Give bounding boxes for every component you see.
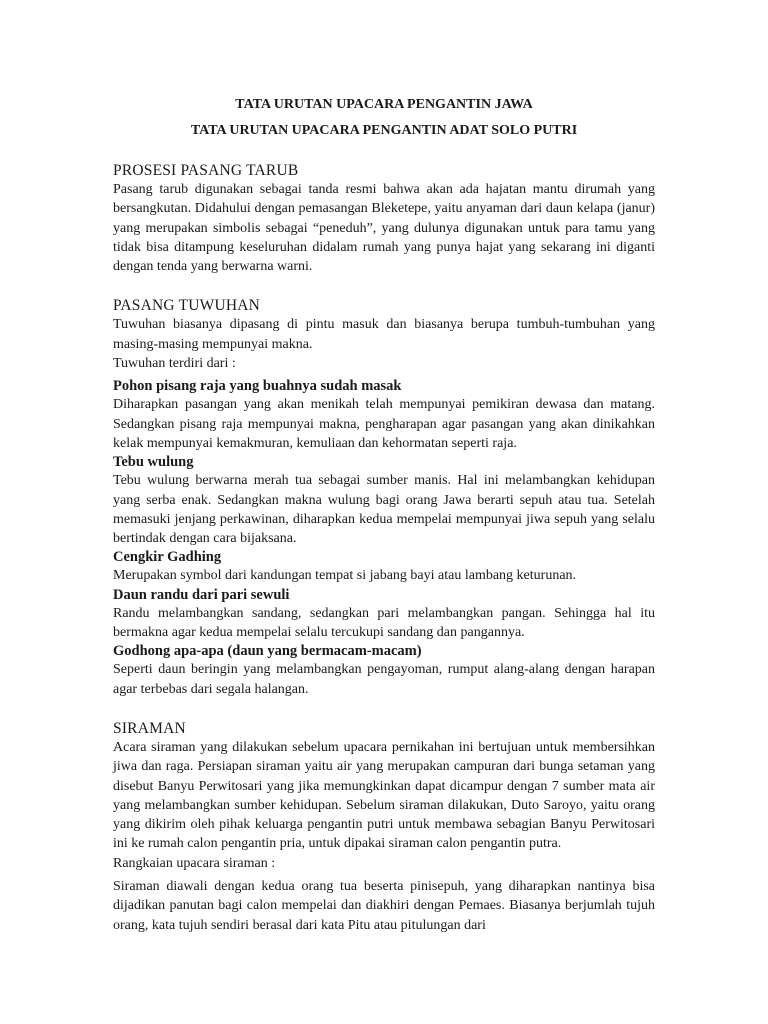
document-subtitle: TATA URUTAN UPACARA PENGANTIN ADAT SOLO PUTRI: [190, 123, 578, 138]
list-item-text: Tebu wulung berwarna merah tua sebagai sumber manis. Hal ini melambangkan kehidupan yang serba enak. Sedangkan makna wulung bagi orang Jawa berarti sepuh atau tua. Setelah memasuki jenjang perkawinan, diharapkan kedua mempelai mempunyai jiwa sepuh yang selalu bertindak dengan cara bijaksana.: [113, 473, 655, 547]
section-heading: SIRAMAN: [113, 719, 186, 737]
document-title: TATA URUTAN UPACARA PENGANTIN JAWA: [235, 97, 533, 112]
list-item-text: Randu melambangkan sandang, sedangkan pari melambangkan pangan. Sehingga hal itu bermakna agar kedua mempelai selalu tercukupi sandang dan pangannya.: [113, 605, 655, 641]
list-item: [113, 377, 655, 453]
list-item: [113, 453, 655, 548]
list-item-title: Pohon pisang raja yang buahnya sudah masak: [113, 378, 402, 395]
list-label: Tuwuhan terdiri dari :: [113, 356, 236, 372]
list-item: [113, 548, 655, 585]
section-pasang-tarub: [113, 162, 655, 276]
list-label: Rangkaian upacara siraman :: [113, 855, 276, 871]
list-item: [113, 642, 655, 699]
section-heading: PASANG TUWUHAN: [113, 297, 261, 315]
list-item-text: Seperti daun beringin yang melambangkan pengayoman, rumput alang-alang dengan harapan agar terbebas dari segala halangan.: [113, 662, 655, 697]
section-paragraph: Pasang tarub digunakan sebagai tanda resmi bahwa akan ada hajatan mantu dirumah yang bersangkutan. Didahului dengan pemasangan Bleketepe, yaitu anyaman dari daun kelapa (janur) yang merupakan simbolis sebagai “peneduh”, yang dulunya digunakan untuk para tamu yang tidak bisa ditampung keseluruhan didalam rumah yang punya hajat yang sekarang ini diganti dengan tenda yang berwarna warni.: [113, 182, 655, 275]
list-item: [113, 586, 655, 643]
section-siraman: [113, 720, 655, 935]
section-pasang-tuwuhan: [113, 297, 655, 698]
list-item-text: Diharapkan pasangan yang akan menikah telah mempunyai pemikiran dewasa dan matang. Sedangkan pisang raja mempunyai makna, pengharapan agar pasangan yang akan dinikahkan kelak mempunyai kemakmuran, kemuliaan dan kehormatan seperti raja.: [113, 397, 655, 451]
section-paragraph: Tuwuhan biasanya dipasang di pintu masuk dan biasanya berupa tumbuh-tumbuhan yang masing-masing mempunyai makna.: [113, 317, 655, 352]
list-item-title: Godhong apa-apa (daun yang bermacam-macam): [113, 643, 422, 660]
list-item-title: Cengkir Gadhing: [113, 549, 222, 566]
list-item-title: Tebu wulung: [113, 454, 194, 471]
section-paragraph: Siraman diawali dengan kedua orang tua beserta pinisepuh, yang diharapkan nantinya bisa dijadikan panutan bagi calon mempelai dan diakhiri dengan Pemaes. Biasanya berjumlah tujuh orang, kata tujuh sendiri berasal dari kata Pitu atau pitulungan dari: [113, 879, 655, 933]
list-item-title: Daun randu dari pari sewuli: [113, 586, 290, 603]
section-paragraph: Acara siraman yang dilakukan sebelum upacara pernikahan ini bertujuan untuk membersihkan jiwa dan raga. Persiapan siraman yaitu air yang merupakan campuran dari bunga setaman yang disebut Banyu Perwitosari yang jika memungkinkan dapat dicampur dengan 7 sumber mata air yang melambangkan sumber kehidupan. Sebelum siraman dilakukan, Duto Saroyo, yaitu orang yang dikirim oleh pihak keluarga pengantin putri untuk membawa sebagian Banyu Perwitosari ini ke rumah calon pengantin pria, untuk dipakai siraman calon pengantin putra.: [113, 739, 655, 852]
list-item-text: Merupakan symbol dari kandungan tempat si jabang bayi atau lambang keturunan.: [113, 568, 577, 584]
section-heading: PROSESI PASANG TARUB: [113, 162, 299, 179]
